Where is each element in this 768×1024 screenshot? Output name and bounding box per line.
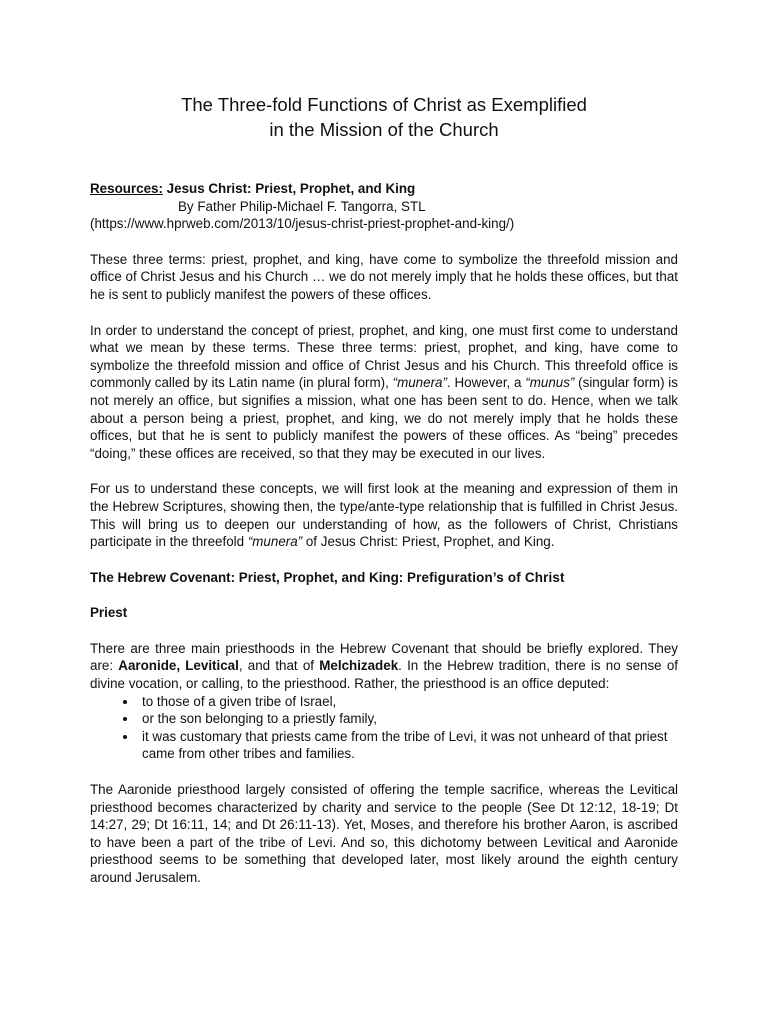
section-heading-main: The Hebrew Covenant: Priest, Prophet, and King: xyxy=(90,569,407,585)
paragraph-3-text-a: For us to understand these concepts, we will first look at the meaning and expression of them in the Hebrew Scriptures, showing then, the type/ante-type relationship that is fulfilled in Christ Jesus. This will bring us to deepen our understanding of how, as the followers of Christ, Christians participate in the threefold xyxy=(90,481,678,550)
paragraph-4-text-b: , and that of xyxy=(238,658,320,674)
paragraph-3-munera: “munera” xyxy=(247,534,303,550)
paragraph-4-text-a: There are three main priesthoods in the Hebrew Covenant that should be briefly explored. They are: xyxy=(90,640,678,674)
resources-author: By Father Philip-Michael F. Tangorra, STL xyxy=(178,198,426,214)
section-heading xyxy=(90,569,678,587)
list-item: • or the son belonging to a priestly family, xyxy=(138,710,678,728)
paragraph-2-text-b: . However, a xyxy=(446,375,526,391)
paragraph-3 xyxy=(90,480,678,550)
paragraph-4-aaronide-levitical: Aaronide, Levitical xyxy=(118,658,239,674)
resources-label: Resources: xyxy=(90,181,163,196)
resources-url: (https://www.hprweb.com/2013/10/jesus-christ-priest-prophet-and-king/) xyxy=(90,216,515,232)
paragraph-4 xyxy=(90,640,678,693)
paragraph-5: The Aaronide priesthood largely consisted of offering the temple sacrifice, whereas the Levitical priesthood becomes characterized by charity and service to the people (See Dt 12:12, 18-19; Dt 14:27, 29; Dt 16:11, 14; and Dt 26:11-13). Yet, Moses, and therefore his brother Aaron, is ascribed to have been a part of the tribe of Levi. And so, this dichotomy between Levitical and Aaronide priesthood seems to be something that developed later, most likely around the eighth century around Jerusalem. xyxy=(90,782,678,885)
paragraph-2-munus: “munus” xyxy=(525,375,575,391)
paragraph-2-text-c: (singular form) is not merely an office, but signifies a mission, what one has been sent to do. Hence, when we talk about a person being a priest, prophet, and king, we do not merely imply that he holds these offices, but that he is sent to publicly manifest the powers of these offices. As “being” precedes “doing,” these offices are received, so that they may be executed in our lives. xyxy=(90,375,678,461)
title-line-1: The Three-fold Functions of Christ as Exemplified xyxy=(181,94,587,115)
paragraph-2-text-a: In order to understand the concept of priest, prophet, and king, one must first come to understand what we mean by these terms. These three terms: priest, prophet, and king, have come to symbolize the threefold mission and office of Christ Jesus and his Church. This threefold office is commonly called by its Latin name (in plural form), xyxy=(90,322,678,391)
paragraph-4-melchizadek: Melchizadek xyxy=(319,658,399,674)
resources-book-title: Jesus Christ: Priest, Prophet, and King xyxy=(166,181,416,196)
paragraph-4-text-c: . In the Hebrew tradition, there is no sense of divine vocation, or calling, to the priesthood. Rather, the priesthood is an office deputed: xyxy=(90,658,678,692)
priesthood-bullet-list xyxy=(90,693,678,763)
paragraph-1: These three terms: priest, prophet, and king, have come to symbolize the threefold mission and office of Christ Jesus and his Church … we do not merely imply that he holds these offices, but that he is sent to publicly manifest the powers of these offices. xyxy=(90,251,678,302)
document-title xyxy=(90,92,678,142)
list-item: • to those of a given tribe of Israel, xyxy=(138,693,678,711)
paragraph-3-text-b: of Jesus Christ: Priest, Prophet, and King. xyxy=(302,534,555,550)
resources-line xyxy=(90,180,678,198)
paragraph-2 xyxy=(90,322,678,463)
section-heading-prefiguration: Prefiguration’s of Christ xyxy=(406,569,565,585)
priest-heading: Priest xyxy=(90,605,128,621)
list-item: • it was customary that priests came from the tribe of Levi, it was not unheard of that priest came from other tribes and families. xyxy=(138,728,678,763)
title-line-2: in the Mission of the Church xyxy=(269,119,499,140)
resources-block xyxy=(90,180,678,233)
paragraph-2-munera: “munera” xyxy=(392,375,447,391)
